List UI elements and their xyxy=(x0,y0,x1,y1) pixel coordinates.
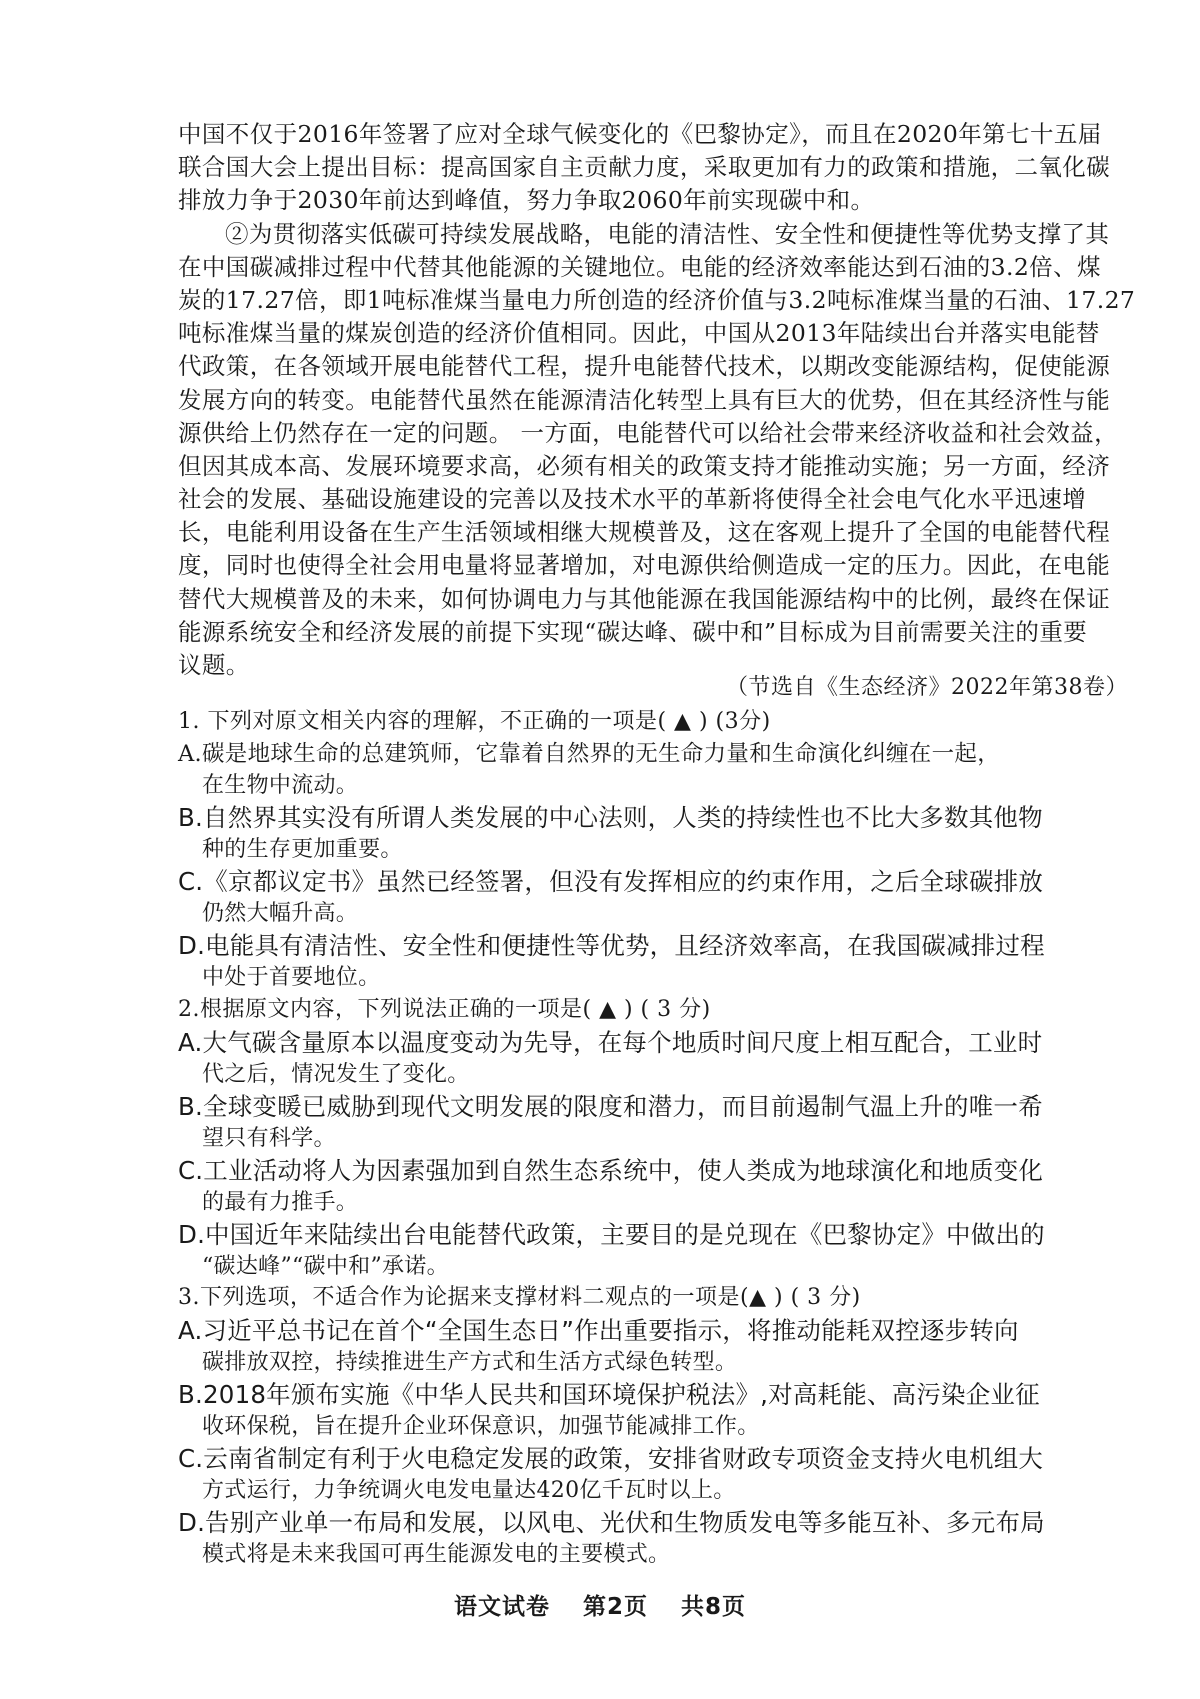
question-1 xyxy=(178,706,1138,993)
question-2 xyxy=(178,994,1138,1282)
footer-page-number: 第2页 xyxy=(582,1594,648,1620)
question-stem: 2.根据原文内容，下列说法正确的一项是( ▲ ) ( 3 分) xyxy=(178,997,711,1022)
option-d: D.告别产业单一布局和发展，以风电、光伏和生物质发电等多能互补、多元布局 xyxy=(178,1508,1045,1537)
option-b-cont: 望只有科学。 xyxy=(202,1126,336,1151)
passage-line: 排放力争于2030年前达到峰值，努力争取2060年前实现碳中和。 xyxy=(178,186,875,215)
question-3 xyxy=(178,1282,1138,1570)
passage-line: 源供给上仍然存在一定的问题。 一方面，电能替代可以给社会带来经济收益和社会效益， xyxy=(178,418,1118,447)
page-footer xyxy=(0,1588,1200,1621)
option-b: B.2018年颁布实施《中华人民共和国环境保护税法》,对高耗能、高污染企业征 xyxy=(178,1380,1040,1409)
option-a: A.大气碳含量原本以温度变动为先导，在每个地质时间尺度上相互配合，工业时 xyxy=(178,1028,1043,1057)
option-b-cont: 种的生存更加重要。 xyxy=(202,837,403,862)
option-a: A.习近平总书记在首个“全国生态日”作出重要指示，将推动能耗双控逐步转向 xyxy=(178,1316,1019,1345)
option-a: A.碳是地球生命的总建筑师，它靠着自然界的无生命力量和生命演化纠缠在一起， xyxy=(178,741,1001,767)
passage-line: 炭的17.27倍，即1吨标准煤当量电力所创造的经济价值与3.2吨标准煤当量的石油、17.27 xyxy=(178,285,1136,314)
passage-line: ②为贯彻落实低碳可持续发展战略，电能的清洁性、安全性和便捷性等优势支撑了其 xyxy=(225,219,1110,248)
passage-line: 联合国大会上提出目标：提高国家自主贡献力度，采取更加有力的政策和措施，二氧化碳 xyxy=(178,153,1111,182)
option-a-cont: 代之后，情况发生了变化。 xyxy=(202,1062,470,1087)
option-b: B.自然界其实没有所谓人类发展的中心法则，人类的持续性也不比大多数其他物 xyxy=(178,803,1043,832)
reading-passage xyxy=(178,118,1136,682)
passage-line: 在中国碳减排过程中代替其他能源的关键地位。电能的经济效率能达到石油的3.2倍、煤 xyxy=(178,252,1101,281)
option-c-cont: 方式运行，力争统调火电发电量达420亿千瓦时以上。 xyxy=(202,1478,736,1503)
footer-total-pages: 共8页 xyxy=(681,1594,747,1620)
question-stem: 1. 下列对原文相关内容的理解，不正确的一项是( ▲ ) (3分) xyxy=(178,709,771,734)
option-c: C.《京都议定书》虽然已经签署，但没有发挥相应的约束作用，之后全球碳排放 xyxy=(178,867,1044,896)
option-d: D.中国近年来陆续出台电能替代政策，主要目的是兑现在《巴黎协定》中做出的 xyxy=(178,1220,1045,1249)
passage-line: 吨标准煤当量的煤炭创造的经济价值相同。因此，中国从2013年陆续出台并落实电能替 xyxy=(178,319,1100,348)
option-a-cont: 碳排放双控，持续推进生产方式和生活方式绿色转型。 xyxy=(202,1350,738,1375)
passage-line: 但因其成本高、发展环境要求高，必须有相关的政策支持才能推动实施；另一方面，经济 xyxy=(178,451,1111,480)
option-a-cont: 在生物中流动。 xyxy=(202,773,359,798)
option-d-cont: “碳达峰”“碳中和”承诺。 xyxy=(202,1254,449,1279)
question-stem: 3.下列选项，不适合作为论据来支撑材料二观点的一项是(▲ ) ( 3 分) xyxy=(178,1285,861,1310)
option-c-cont: 仍然大幅升高。 xyxy=(202,901,359,926)
passage-line: 代政策，在各领域开展电能替代工程，提升电能替代技术，以期改变能源结构，促使能源 xyxy=(178,352,1111,381)
option-c: C.云南省制定有利于火电稳定发展的政策，安排省财政专项资金支持火电机组大 xyxy=(178,1444,1044,1473)
passage-line: 社会的发展、基础设施建设的完善以及技术水平的革新将使得全社会电气化水平迅速增 xyxy=(178,485,1087,514)
option-c: C.工业活动将人为因素强加到自然生态系统中，使人类成为地球演化和地质变化 xyxy=(178,1156,1044,1185)
footer-subject: 语文试卷 xyxy=(453,1594,550,1620)
passage-line: 替代大规模普及的未来，如何协调电力与其他能源在我国能源结构中的比例，最终在保证 xyxy=(178,584,1111,613)
passage-line: 度，同时也使得全社会用电量将显著增加，对电源供给侧造成一定的压力。因此，在电能 xyxy=(178,551,1111,580)
passage-line: 长，电能利用设备在生产生活领域相继大规模普及，这在客观上提升了全国的电能替代程 xyxy=(178,518,1111,547)
option-b-cont: 收环保税，旨在提升企业环保意识，加强节能减排工作。 xyxy=(202,1414,760,1439)
option-d-cont: 中处于首要地位。 xyxy=(202,965,381,990)
option-b: B.全球变暖已威胁到现代文明发展的限度和潜力，而目前遏制气温上升的唯一希 xyxy=(178,1092,1043,1121)
option-c-cont: 的最有力推手。 xyxy=(202,1190,359,1215)
option-d: D.电能具有清洁性、安全性和便捷性等优势，且经济效率高，在我国碳减排过程 xyxy=(178,931,1045,960)
passage-line: 中国不仅于2016年签署了应对全球气候变化的《巴黎协定》，而且在2020年第七十五届 xyxy=(178,120,1102,148)
passage-source: （节选自《生态经济》2022年第38卷） xyxy=(726,675,1128,700)
passage-line: 议题。 xyxy=(178,651,250,679)
passage-line: 能源系统安全和经济发展的前提下实现“碳达峰、碳中和”目标成为目前需要关注的重要 xyxy=(178,617,1088,646)
passage-line: 发展方向的转变。电能替代虽然在能源清洁化转型上具有巨大的优势，但在其经济性与能 xyxy=(178,385,1111,414)
option-d-cont: 模式将是未来我国可再生能源发电的主要模式。 xyxy=(202,1542,671,1567)
